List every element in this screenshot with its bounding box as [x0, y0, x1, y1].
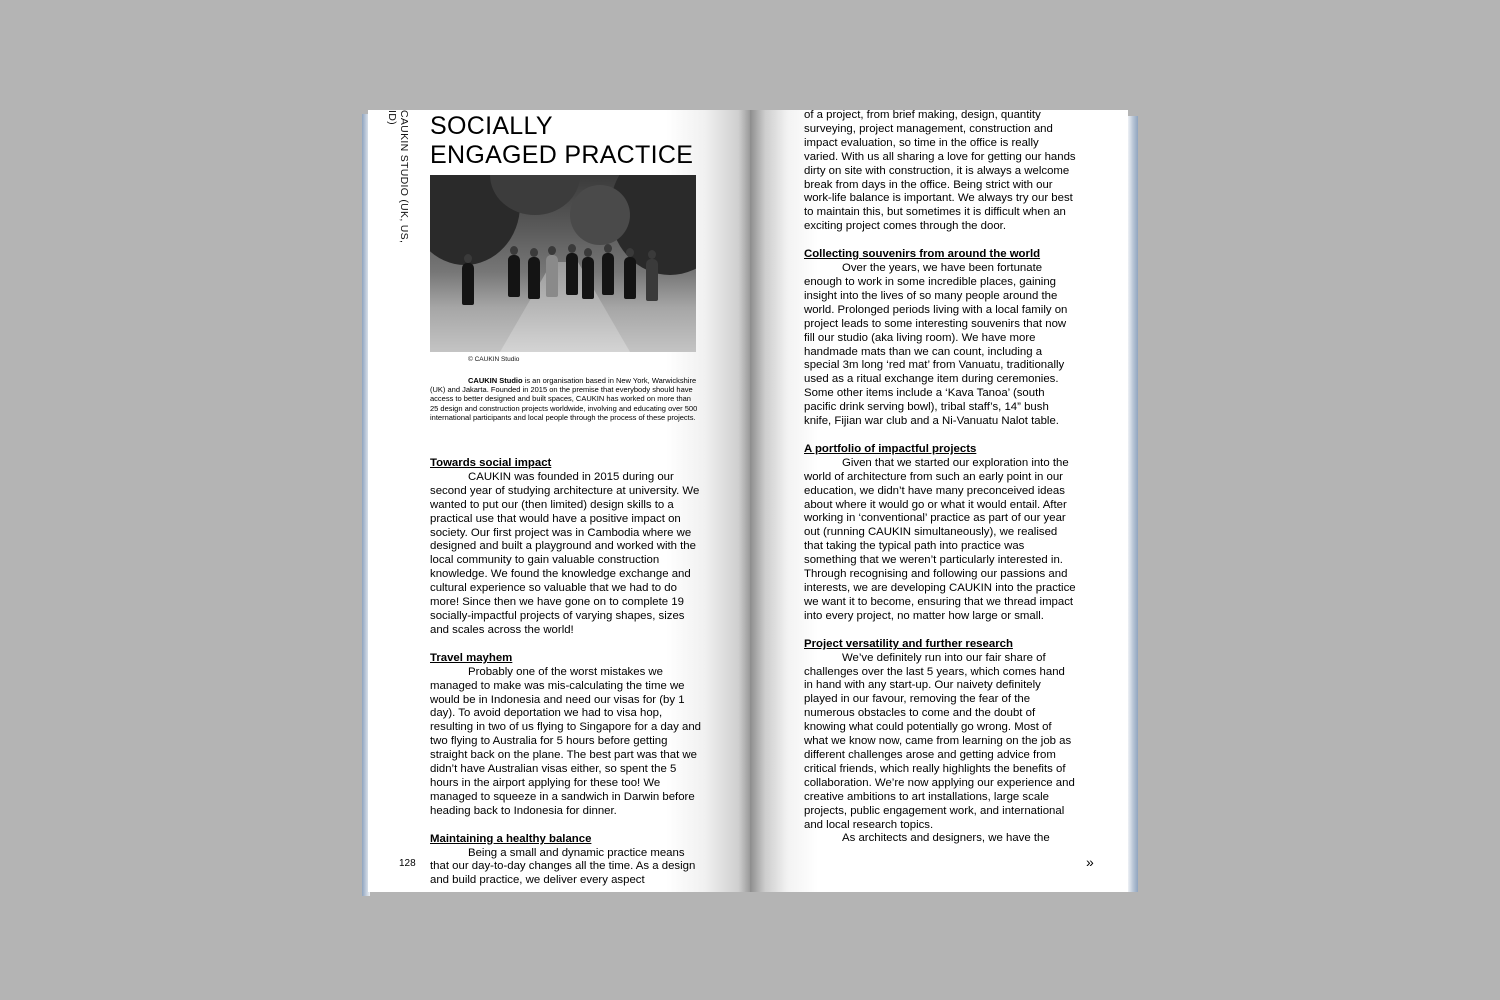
open-book [362, 110, 1138, 898]
title-line-1: SOCIALLY [430, 112, 553, 140]
section-heading: Collecting souvenirs from around the world [804, 248, 1041, 261]
intro-text: is an organisation based in New York, Warwickshire (UK) and Jakarta. Founded in 2015 on the premise that everybody should have access to better designed and built spaces, CAUKIN has worked on more than 25 design and construction projects worldwide, involving and educating over 500 international participants and local people through the process of these projects. [430, 376, 698, 422]
article-title [430, 112, 730, 170]
intro-bold: CAUKIN Studio [468, 376, 523, 385]
title-line-2: ENGAGED PRACTICE [430, 141, 694, 169]
section-text: Probably one of the worst mistakes we managed to make was mis-calculating the time we would be in Indonesia and need our visas for (by 1 day). To avoid deportation we had to visa hop, resulting in two of us flying to Singapore for a day and two flying to Australia for 5 hours before getting straight back on the plane. The best part was that we didn’t have Australian visas either, so spent the 5 hours in the airport applying for these too! We managed to squeeze in a sandwich in Darwin before heading back to Indonesia for dinner. [430, 665, 702, 817]
section-text: Over the years, we have been fortunate enough to work in some incredible places, gaining insight into the lives of so many people around the world. Prolonged periods living with a local family on project leads to some interesting souvenirs that now fill our studio (aka living room). We have more handmade mats than we can count, including a special 3m long ‘red mat’ from Vanuatu, traditionally used as a ritual exchange item during ceremonies. Some other items include a ‘Kava Tanoa’ (south pacific drink serving bowl), tribal staff’s, 14” bush knife, Fijian war club and a Ni-Vanuatu Nalot table. [804, 262, 1068, 428]
right-page [750, 110, 1128, 892]
page-number: 128 [399, 858, 416, 869]
section-text: Being a small and dynamic practice means that our day-to-day changes all the time. As a design and build practice, we deliver every aspect [430, 846, 696, 887]
section-text: CAUKIN was founded in 2015 during our second year of studying architecture at university. We wanted to put our (then limited) design skills to a practical use that would have a positive impact on society. Our first project was in Cambodia where we designed and built a playground and worked with the local community to gain valuable construction knowledge. We found the knowledge exchange and cultural experience so valuable that we had to do more! Since then we have gone on to complete 19 socially-impactful projects of varying shapes, sizes and scales across the world! [430, 470, 700, 636]
intro-paragraph [430, 376, 698, 422]
section-heading: A portfolio of impactful projects [804, 442, 977, 455]
section-heading: Maintaining a healthy balance [430, 832, 592, 845]
photo-caption: © CAUKIN Studio [468, 356, 520, 363]
page-edges-right [1128, 116, 1138, 892]
closing-text: As architects and designers, we have the [842, 832, 1050, 845]
section-heading: Towards social impact [430, 457, 552, 469]
section-text: We’ve definitely run into our fair share of challenges over the last 5 years, which comes hand in hand with any start-up. Our naivety definitely played in our favour, removing the fear of the numerous obstacles to come and the doubt of knowing what could potentially go wrong. Most of what we know now, came from learning on the job as different challenges arose and getting advice from critical friends, which really highlights the benefits of collaboration. We’re now applying our experience and creative ambitions to art installations, large scale projects, public engagement work, and international and local research topics. [804, 651, 1075, 831]
right-body [804, 110, 1076, 860]
team-photo [430, 175, 696, 352]
continuation-text: of a project, from brief making, design, quantity surveying, project management, construction and impact evaluation, so time in the office is really varied. With us all sharing a love for getting our hands dirty on site with construction, it is always a welcome break from days in the office. Being strict with our work-life balance is important. We always try our best to maintain this, but sometimes it is difficult when an exciting project comes through the door. [804, 110, 1076, 233]
section-heading: Project versatility and further research [804, 637, 1013, 650]
running-header: CAUKIN STUDIO (UK, US, ID) [386, 110, 410, 244]
section-heading: Travel mayhem [430, 651, 513, 664]
section-text: Given that we started our exploration into the world of architecture from such an early point in our education, we didn’t have many preconceived ideas about where it would go or what it would entail. After working in ‘conventional’ practice as part of our year out (running CAUKIN simultaneously), we realised that taking the typical path into practice was something that we weren’t particularly interested in. Through recognising and following our passions and interests, we are developing CAUKIN into the practice we want it to become, ensuring that we thread impact into every project, no matter how large or small. [804, 456, 1076, 622]
continue-marker: » [1086, 854, 1094, 870]
left-page [368, 110, 750, 892]
left-body [430, 457, 702, 892]
